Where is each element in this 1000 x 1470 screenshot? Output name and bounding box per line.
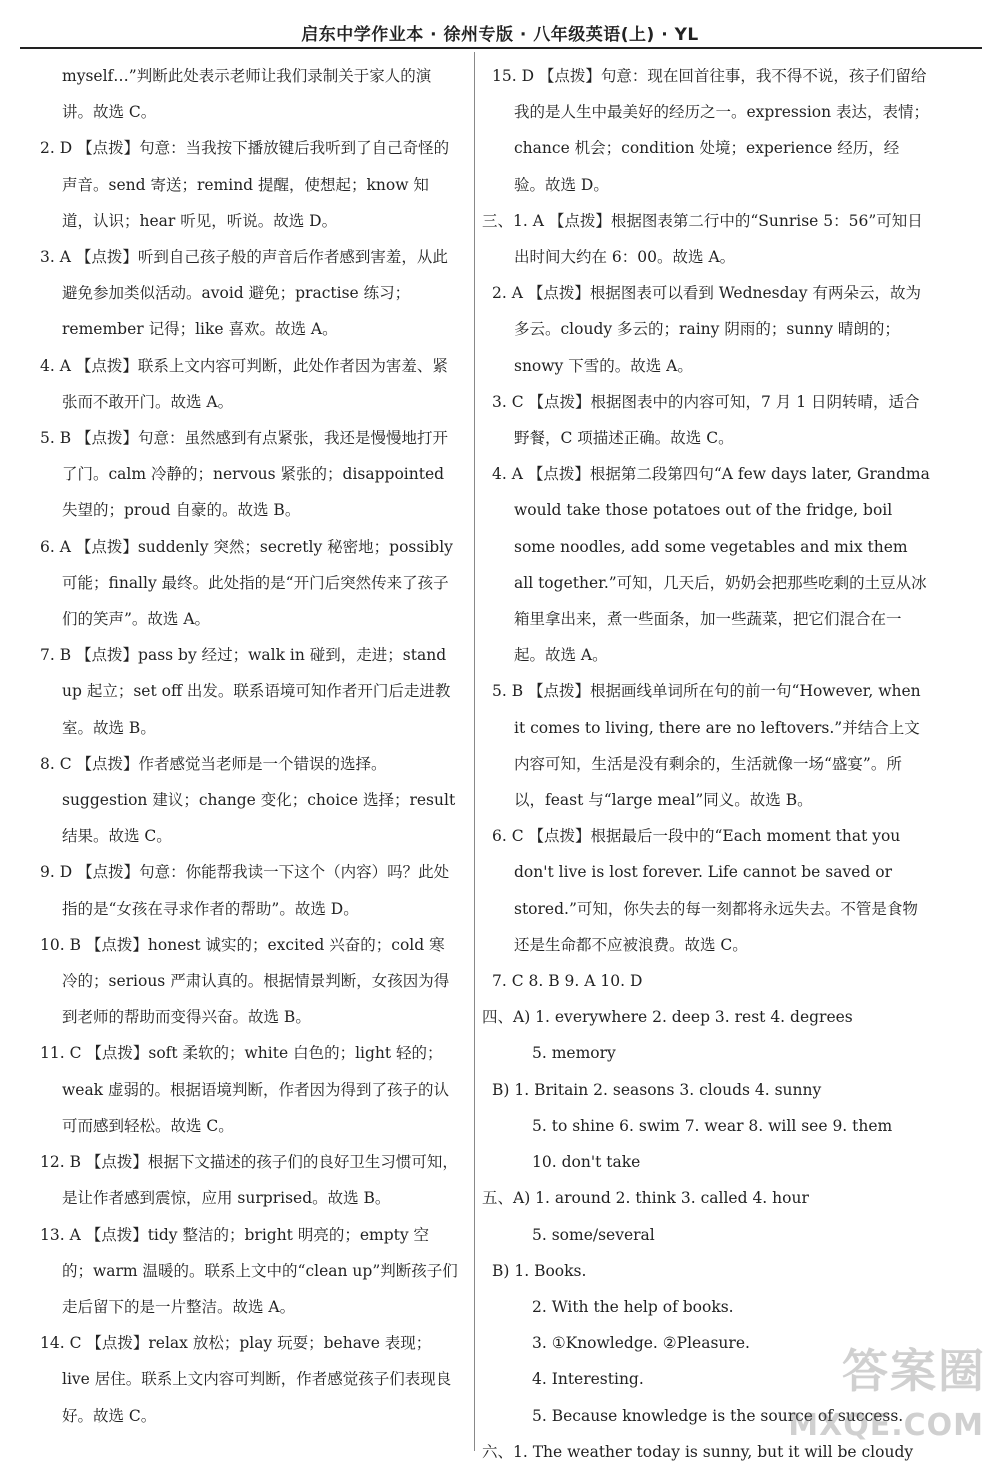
answer-line: 2. With the help of books. [532,1297,734,1316]
column-divider [474,52,475,1451]
answer-item: 7. B 【点拨】pass by 经过；walk in 碰到，走进；stand up 起立；set off 出发。联系语境可知作者开门后走进教室。故选 B。 [40,646,451,737]
watermark-url: MXQE.COM [788,1408,984,1443]
answer-line: 5. Because knowledge is the source of success. [532,1406,904,1425]
answer-item: 13. A 【点拨】tidy 整洁的；bright 明亮的；empty 空的；warm 温暖的。联系上文中的“clean up”判断孩子们走后留下的是一片整洁。故选 A。 [40,1225,458,1316]
section-item: 四、A) 1. everywhere 2. deep 3. rest 4. degrees [482,1008,853,1027]
header-rule [20,47,982,49]
answer-line: 5. to shine 6. swim 7. wear 8. will see 9. them [532,1116,893,1135]
answer-item: 6. C 【点拨】根据最后一段中的“Each moment that you don't live is lost forever. Life cannot be saved or stored.”可知，你失去的每一刻都将永远失去。不管是食物还是生命都不应被浪费。故选 C。 [492,827,918,954]
left-column [40,58,458,1448]
answer-item: 3. C 【点拨】根据图表中的内容可知，7 月 1 日阴转晴，适合野餐，C 项描述正确。故选 C。 [492,392,920,448]
answer-item: 3. A 【点拨】听到自己孩子般的声音后作者感到害羞，从此避免参加类似活动。avoid 避免；practise 练习；remember 记得；like 喜欢。故选 A。 [40,248,448,339]
watermark-text: 答案圈 [842,1344,986,1398]
answer-item: 9. D 【点拨】句意：你能帮我读一下这个（内容）吗？此处指的是“女孩在寻求作者的帮助”。故选 D。 [40,863,450,918]
page-title: 启东中学作业本 · 徐州专版 · 八年级英语(上) · YL [301,25,699,45]
answer-line: 5. some/several [532,1225,655,1244]
answer-item: B) 1. Books. [492,1261,587,1280]
answer-item: 4. A 【点拨】根据第二段第四句“A few days later, Grandma would take those potatoes out of the fridge, boil some noodles, add some vegetables and mix them all together.”可知，几天后，奶奶会把那些吃剩的土豆从冰箱里拿出来，煮一些面条，加一些蔬菜，把它们混合在一起。故选 A。 [492,465,930,665]
answer-line: 10. don't take [532,1153,641,1172]
watermark-logo [788,1344,992,1447]
page-header [0,0,1000,52]
answer-item: 5. B 【点拨】句意：虽然感到有点紧张，我还是慢慢地打开了门。calm 冷静的；nervous 紧张的；disappointed 失望的；proud 自豪的。故选 B。 [40,429,449,520]
answer-item: B) 1. Britain 2. seasons 3. clouds 4. sunny [492,1080,822,1099]
section-item: 六、1. The weather today is sunny, but it will be cloudy [482,1442,914,1461]
answer-item: 8. C 【点拨】作者感觉当老师是一个错误的选择。suggestion 建议；change 变化；choice 选择；result 结果。故选 C。 [40,754,456,846]
section-item: 三、1. A 【点拨】根据图表第二行中的“Sunrise 5：56”可知日出时间大约在 6：00。故选 A。 [482,211,923,267]
right-column [482,58,930,1461]
answer-item: 2. D 【点拨】句意：当我按下播放键后我听到了自己奇怪的声音。send 寄送；remind 提醒，使想起；know 知道，认识；hear 听见，听说。故选 D。 [40,139,450,230]
answer-item: 11. C 【点拨】soft 柔软的；white 白色的；light 轻的；weak 虚弱的。根据语境判断，作者因为得到了孩子的认可而感到轻松。故选 C。 [40,1044,450,1135]
answer-item: 10. B 【点拨】honest 诚实的；excited 兴奋的；cold 寒冷的；serious 严肃认真的。根据情景判断，女孩因为得到老师的帮助而变得兴奋。故选 B。 [40,935,450,1027]
answer-item: 7. C 8. B 9. A 10. D [492,972,643,991]
answer-item: 4. A 【点拨】联系上文内容可判断，此处作者因为害羞、紧张而不敢开门。故选 A。 [40,356,448,411]
answer-item: 14. C 【点拨】relax 放松；play 玩耍；behave 表现；live 居住。联系上文内容可判断，作者感觉孩子们表现良好。故选 C。 [40,1334,452,1425]
answer-item: 6. A 【点拨】suddenly 突然；secretly 秘密地；possibly 可能；finally 最终。此处指的是“开门后突然传来了孩子们的笑声”。故选 A。 [40,537,453,629]
answer-item: 5. B 【点拨】根据画线单词所在句的前一句“However, when it comes to living, there are no leftovers.”并结合上文内容可知，生活是没有剩余的，生活就像一场“盛宴”。所以，feast 与“large meal”同义。故选 B。 [492,682,921,810]
answer-item: 12. B 【点拨】根据下文描述的孩子们的良好卫生习惯可知，是让作者感到震惊，应用 surprised。故选 B。 [40,1153,458,1208]
answer-line: 4. Interesting. [532,1370,644,1389]
answer-item: 2. A 【点拨】根据图表可以看到 Wednesday 有两朵云，故为多云。cloudy 多云的；rainy 阴雨的；sunny 晴朗的；snowy 下雪的。故选 A。 [492,284,921,375]
answer-item: myself…”判断此处表示老师让我们录制关于家人的演讲。故选 C。 [62,67,432,122]
answer-line: 5. memory [532,1044,616,1063]
answer-line: 3. ①Knowledge. ②Pleasure. [532,1334,750,1353]
section-item: 五、A) 1. around 2. think 3. called 4. hour [482,1189,809,1208]
answer-item: 15. D 【点拨】句意：现在回首往事，我不得不说，孩子们留给我的是人生中最美好的经历之一。expression 表达，表情；chance 机会；condition 处境；experience 经历，经验。故选 D。 [492,67,930,194]
